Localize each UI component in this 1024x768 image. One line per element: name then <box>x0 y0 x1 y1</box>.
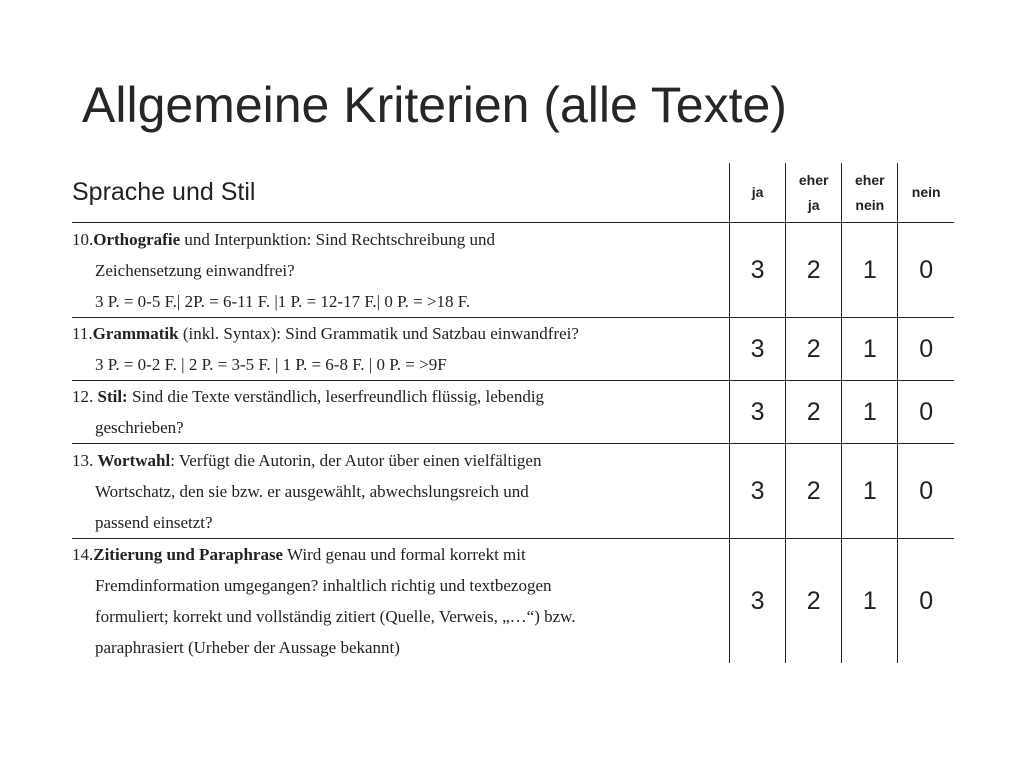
criterion-description <box>72 444 729 539</box>
criterion-line: 3 P. = 0-5 F.| 2P. = 6-11 F. |1 P. = 12-17 F.| 0 P. = >18 F. <box>95 291 471 311</box>
score-cell-nein: 0 <box>898 539 954 664</box>
column-header-ja: ja <box>729 163 785 223</box>
score-cell-nein: 0 <box>898 381 954 444</box>
criterion-line: 12. Stil: Sind die Texte verständlich, leserfreundlich flüssig, lebendig <box>72 387 545 406</box>
criteria-table <box>72 163 954 663</box>
criterion-line: Wortschatz, den sie bzw. er ausgewählt, abwechslungsreich und <box>95 481 529 501</box>
score-cell-ja: 3 <box>729 444 785 539</box>
criterion-line: 10.Orthografie und Interpunktion: Sind Rechtschreibung und <box>72 229 496 249</box>
score-cell-eher-nein: 1 <box>842 381 898 444</box>
score-cell-eher-ja: 2 <box>786 318 842 381</box>
column-header-eher-ja: eher ja <box>786 163 842 223</box>
criterion-description <box>72 223 729 318</box>
table-row <box>72 381 954 444</box>
score-cell-eher-nein: 1 <box>842 539 898 664</box>
score-cell-eher-nein: 1 <box>842 444 898 539</box>
criterion-description <box>72 381 729 444</box>
score-cell-nein: 0 <box>898 318 954 381</box>
table-header-row <box>72 163 954 223</box>
score-cell-ja: 3 <box>729 539 785 664</box>
criterion-line: 14.Zitierung und Paraphrase Wird genau und formal korrekt mit <box>72 545 526 564</box>
criterion-description <box>72 539 729 664</box>
score-cell-eher-ja: 2 <box>786 223 842 318</box>
score-cell-ja: 3 <box>729 318 785 381</box>
score-cell-eher-nein: 1 <box>842 223 898 318</box>
criterion-line: geschrieben? <box>95 418 184 437</box>
criterion-description <box>72 318 729 381</box>
column-header-eher-nein: eher nein <box>842 163 898 223</box>
criterion-line: Fremdinformation umgegangen? inhaltlich richtig und textbezogen <box>95 576 552 595</box>
score-cell-eher-ja: 2 <box>786 444 842 539</box>
column-header-nein: nein <box>898 163 954 223</box>
section-title: Sprache und Stil <box>72 163 729 223</box>
table-row <box>72 318 954 381</box>
table-row <box>72 444 954 539</box>
score-cell-ja: 3 <box>729 223 785 318</box>
score-cell-nein: 0 <box>898 444 954 539</box>
score-cell-eher-ja: 2 <box>786 539 842 664</box>
criterion-line: passend einsetzt? <box>95 512 213 532</box>
score-cell-ja: 3 <box>729 381 785 444</box>
criterion-line: Zeichensetzung einwandfrei? <box>95 260 295 280</box>
table-row <box>72 539 954 664</box>
criterion-line: paraphrasiert (Urheber der Aussage bekannt) <box>95 638 400 657</box>
criterion-line: 3 P. = 0-2 F. | 2 P. = 3-5 F. | 1 P. = 6-8 F. | 0 P. = >9F <box>95 355 447 374</box>
table-row <box>72 223 954 318</box>
criterion-line: 11.Grammatik (inkl. Syntax): Sind Grammatik und Satzbau einwandfrei? <box>72 324 579 343</box>
score-cell-nein: 0 <box>898 223 954 318</box>
slide-title: Allgemeine Kriterien (alle Texte) <box>82 77 787 133</box>
criterion-line: formuliert; korrekt und vollständig zitiert (Quelle, Verweis, „…“) bzw. <box>95 607 576 626</box>
score-cell-eher-ja: 2 <box>786 381 842 444</box>
criterion-line: 13. Wortwahl: Verfügt die Autorin, der Autor über einen vielfältigen <box>72 450 542 470</box>
score-cell-eher-nein: 1 <box>842 318 898 381</box>
